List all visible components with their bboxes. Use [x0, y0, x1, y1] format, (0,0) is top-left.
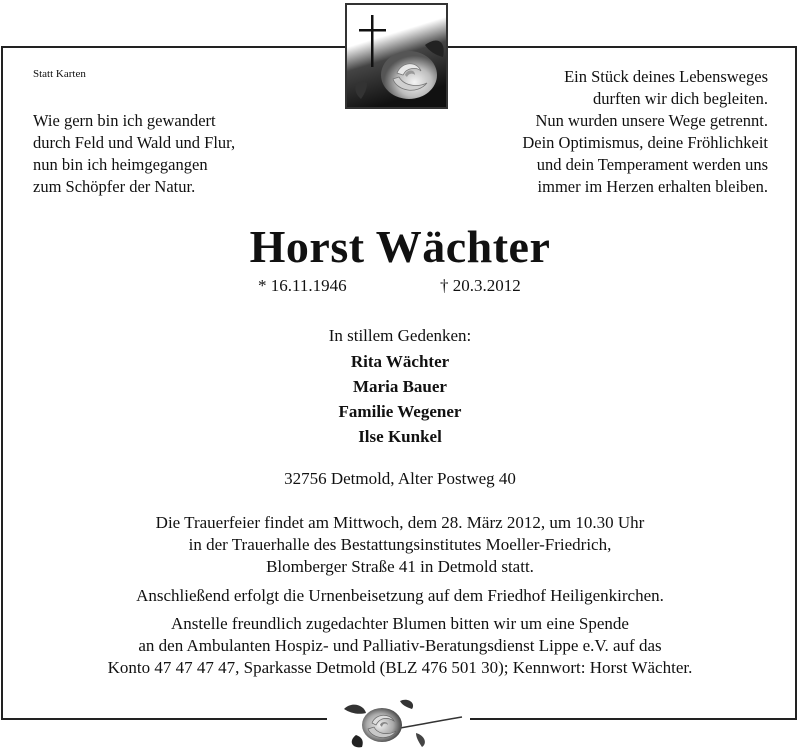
- deceased-name: Horst Wächter: [249, 221, 551, 272]
- poem-right-line: durften wir dich begleiten.: [592, 89, 768, 108]
- ceremony-line: Blomberger Straße 41 in Detmold statt.: [266, 557, 534, 576]
- mourner-list: [0, 349, 800, 449]
- frame-bottom-line-right: [470, 718, 797, 720]
- ceremony-info: [0, 512, 800, 578]
- death-date: † 20.3.2012: [440, 276, 521, 295]
- mourner-name: Familie Wegener: [338, 402, 462, 421]
- ceremony-line: in der Trauerhalle des Bestattungsinstitutes Moeller-Friedrich,: [188, 535, 612, 554]
- poem-right-line: Dein Optimismus, deine Fröhlichkeit: [522, 133, 768, 152]
- poem-left-line: zum Schöpfer der Natur.: [33, 177, 196, 196]
- cross-and-rose-image: [345, 3, 448, 109]
- poem-right-line: Nun wurden unsere Wege getrennt.: [535, 111, 768, 130]
- poem-left-line: nun bin ich heimgegangen: [33, 155, 208, 174]
- poem-left-line: Wie gern bin ich gewandert: [33, 111, 216, 130]
- poem-right-line: Ein Stück deines Lebensweges: [564, 67, 768, 86]
- poem-right: [522, 66, 768, 198]
- statt-karten-label: Statt Karten: [33, 68, 86, 80]
- birth-date: * 16.11.1946: [258, 276, 347, 295]
- poem-right-line: immer im Herzen erhalten bleiben.: [537, 177, 768, 196]
- mourning-intro: In stillem Gedenken:: [328, 326, 472, 345]
- cross-rose-icon: [347, 5, 446, 107]
- donation-info: [0, 613, 800, 679]
- address: 32756 Detmold, Alter Postweg 40: [284, 469, 516, 488]
- rose-icon: [338, 695, 466, 751]
- donation-line: Anstelle freundlich zugedachter Blumen bitten wir um eine Spende: [171, 614, 629, 633]
- mourner-name: Maria Bauer: [353, 377, 447, 396]
- poem-left: [33, 110, 235, 198]
- mourner-name: Rita Wächter: [350, 352, 450, 371]
- ceremony-line: Die Trauerfeier findet am Mittwoch, dem 28. März 2012, um 10.30 Uhr: [155, 513, 645, 532]
- poem-right-line: und dein Temperament werden uns: [536, 155, 768, 174]
- donation-line: an den Ambulanten Hospiz- und Palliativ-Beratungsdienst Lippe e.V. auf das: [138, 636, 662, 655]
- poem-left-line: durch Feld und Wald und Flur,: [33, 133, 236, 152]
- rose-image: [338, 695, 466, 751]
- urn-burial-info: Anschließend erfolgt die Urnenbeisetzung auf dem Friedhof Heiligenkirchen.: [136, 586, 664, 605]
- frame-bottom-line-left: [1, 718, 327, 720]
- donation-line: Konto 47 47 47 47, Sparkasse Detmold (BLZ 476 501 30); Kennwort: Horst Wächter.: [107, 658, 693, 677]
- mourner-name: Ilse Kunkel: [358, 427, 442, 446]
